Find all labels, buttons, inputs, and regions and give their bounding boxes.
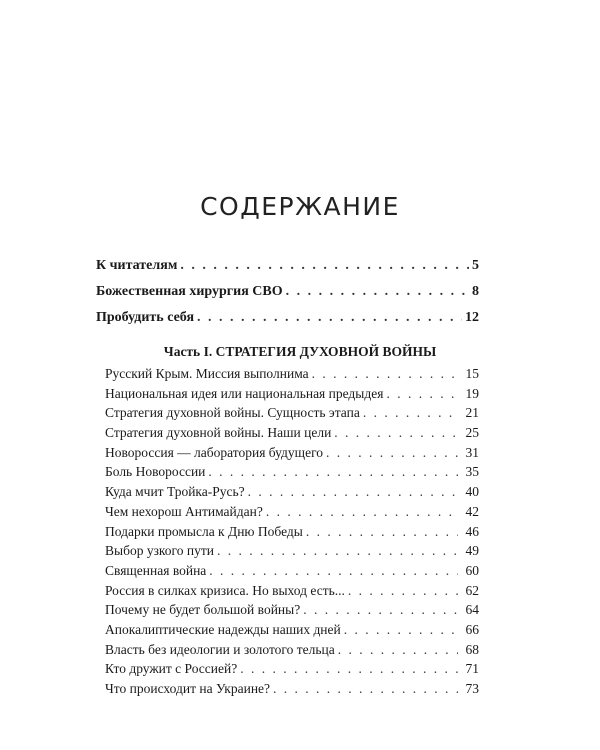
chapter-title: Апокалиптические надежды наших дней [105,621,341,637]
chapter-list [105,366,479,701]
chapter-title: Куда мчит Тройка-Русь? [105,484,245,500]
dot-leader [338,642,458,658]
toc-entry-to-readers [96,258,479,284]
dot-leader [217,543,458,559]
toc-entry-divine-surgery [96,284,479,310]
chapter-entry [105,543,479,563]
dot-leader [306,524,458,540]
dot-leader [286,284,469,300]
dot-leader [348,583,458,599]
chapter-title: Русский Крым. Миссия выполнима [105,366,309,381]
dot-leader [386,386,458,402]
chapter-title: Стратегия духовной войны. Наши цели [105,425,332,441]
dot-leader [344,622,458,638]
dot-leader [240,661,458,677]
dot-leader [209,563,458,579]
chapter-page: 40 [465,484,479,500]
chapter-title: Почему не будет большой войны? [105,602,301,618]
chapter-page: 66 [465,621,479,637]
chapter-entry [105,661,479,681]
toc-entry-page: 5 [472,258,479,273]
dot-leader [363,405,458,421]
dot-leader [303,602,458,618]
chapter-page: 62 [465,582,479,598]
chapter-entry [105,504,479,524]
chapter-entry [105,366,479,386]
toc-entry-page: 8 [472,284,479,299]
chapter-page: 19 [465,385,479,401]
chapter-page: 31 [465,444,479,460]
chapter-entry [105,602,479,622]
chapter-entry [105,484,479,504]
dot-leader [326,445,458,461]
chapter-page: 25 [465,425,479,441]
chapter-title: Кто дружит с Россией? [105,661,238,677]
chapter-title: Национальная идея или национальная предыдея [105,385,384,401]
chapter-page: 15 [465,366,479,381]
front-matter-list [96,258,479,336]
chapter-page: 64 [465,602,479,618]
chapter-title: Россия в силках кризиса. Но выход есть... [105,582,345,598]
page-title: СОДЕРЖАНИЕ [200,192,400,221]
chapter-entry [105,405,479,425]
chapter-entry [105,583,479,603]
chapter-entry [105,642,479,662]
dot-leader [334,425,458,441]
chapter-page: 73 [465,681,479,696]
chapter-page: 68 [465,641,479,657]
part-heading: Часть I. СТРАТЕГИЯ ДУХОВНОЙ ВОЙНЫ [163,344,437,359]
chapter-entry [105,524,479,544]
chapter-title: Новороссия — лаборатория будущего [105,444,324,460]
chapter-entry [105,425,479,445]
chapter-entry [105,386,479,406]
toc-entry-title: К читателям [96,258,178,273]
dot-leader [273,681,458,697]
dot-leader [208,464,458,480]
dot-leader [180,258,469,274]
chapter-title: Подарки промысла к Дню Победы [105,523,303,539]
toc-entry-page: 12 [465,310,479,325]
chapter-title: Власть без идеологии и золотого тельца [105,641,335,657]
chapter-title: Священная война [105,562,207,578]
toc-entry-awaken-yourself [96,310,479,336]
chapter-entry [105,681,479,701]
chapter-entry [105,622,479,642]
chapter-entry [105,563,479,583]
chapter-page: 42 [465,503,479,519]
toc-entry-title: Божественная хирургия СВО [96,284,283,299]
toc-entry-title: Пробудить себя [96,310,195,325]
chapter-entry [105,464,479,484]
chapter-title: Что происходит на Украине? [105,681,271,696]
dot-leader [312,366,458,382]
dot-leader [266,504,458,520]
chapter-title: Стратегия духовной войны. Сущность этапа [105,405,360,421]
chapter-page: 35 [465,464,479,480]
chapter-page: 60 [465,562,479,578]
chapter-title: Боль Новороссии [105,464,206,480]
chapter-title: Чем нехорош Антимайдан? [105,503,263,519]
dot-leader [248,484,458,500]
chapter-entry [105,445,479,465]
dot-leader [197,310,462,326]
chapter-page: 71 [465,661,479,677]
chapter-page: 49 [465,543,479,559]
chapter-title: Выбор узкого пути [105,543,214,559]
chapter-page: 21 [465,405,479,421]
chapter-page: 46 [465,523,479,539]
